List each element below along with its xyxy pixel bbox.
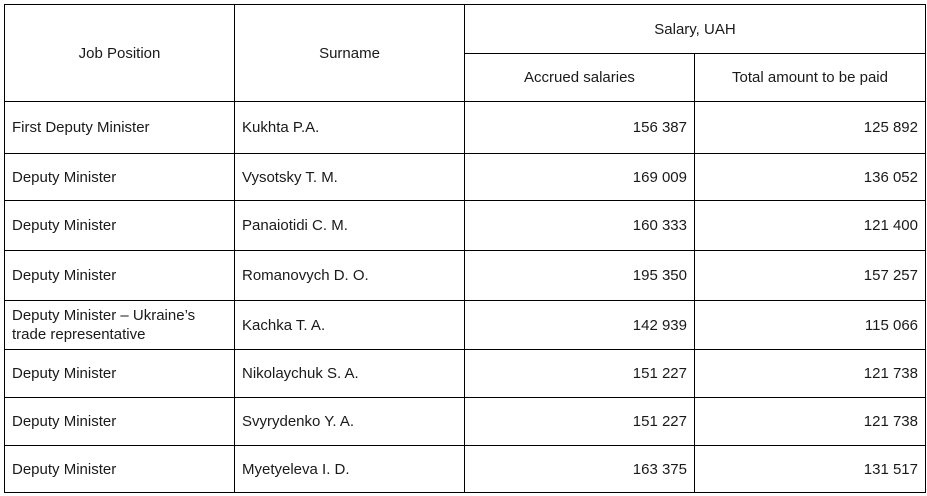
table-row bbox=[5, 301, 926, 350]
cell-position: Deputy Minister bbox=[5, 251, 235, 301]
header-surname: Surname bbox=[235, 5, 465, 102]
cell-accrued: 142 939 bbox=[465, 301, 695, 350]
cell-position: First Deputy Minister bbox=[5, 102, 235, 154]
cell-surname: Vysotsky T. M. bbox=[235, 154, 465, 201]
cell-total: 125 892 bbox=[695, 102, 926, 154]
cell-position: Deputy Minister bbox=[5, 350, 235, 398]
header-salary-group: Salary, UAH bbox=[465, 5, 926, 54]
cell-surname: Nikolaychuk S. A. bbox=[235, 350, 465, 398]
table-row bbox=[5, 350, 926, 398]
table-row bbox=[5, 446, 926, 493]
cell-accrued: 156 387 bbox=[465, 102, 695, 154]
table-row bbox=[5, 154, 926, 201]
cell-position: Deputy Minister bbox=[5, 398, 235, 446]
cell-total: 157 257 bbox=[695, 251, 926, 301]
header-job-position: Job Position bbox=[5, 5, 235, 102]
cell-surname: Panaiotidi C. M. bbox=[235, 201, 465, 251]
cell-position: Deputy Minister bbox=[5, 446, 235, 493]
cell-position: Deputy Minister – Ukraine’s trade representative bbox=[5, 301, 235, 350]
salary-table bbox=[4, 4, 926, 493]
table-row bbox=[5, 102, 926, 154]
cell-surname: Romanovych D. O. bbox=[235, 251, 465, 301]
cell-total: 121 738 bbox=[695, 398, 926, 446]
table-row bbox=[5, 251, 926, 301]
cell-accrued: 160 333 bbox=[465, 201, 695, 251]
table-row bbox=[5, 201, 926, 251]
cell-surname: Svyrydenko Y. A. bbox=[235, 398, 465, 446]
table-header bbox=[5, 5, 926, 102]
cell-accrued: 163 375 bbox=[465, 446, 695, 493]
cell-surname: Kukhta P.A. bbox=[235, 102, 465, 154]
cell-accrued: 151 227 bbox=[465, 398, 695, 446]
header-total-amount: Total amount to be paid bbox=[695, 54, 926, 102]
cell-surname: Myetyeleva I. D. bbox=[235, 446, 465, 493]
cell-accrued: 195 350 bbox=[465, 251, 695, 301]
cell-position: Deputy Minister bbox=[5, 154, 235, 201]
cell-total: 121 400 bbox=[695, 201, 926, 251]
cell-total: 131 517 bbox=[695, 446, 926, 493]
table-row bbox=[5, 398, 926, 446]
cell-total: 115 066 bbox=[695, 301, 926, 350]
cell-total: 136 052 bbox=[695, 154, 926, 201]
cell-accrued: 151 227 bbox=[465, 350, 695, 398]
table-body bbox=[5, 102, 926, 493]
cell-accrued: 169 009 bbox=[465, 154, 695, 201]
cell-position: Deputy Minister bbox=[5, 201, 235, 251]
cell-surname: Kachka T. A. bbox=[235, 301, 465, 350]
cell-total: 121 738 bbox=[695, 350, 926, 398]
header-accrued-salaries: Accrued salaries bbox=[465, 54, 695, 102]
